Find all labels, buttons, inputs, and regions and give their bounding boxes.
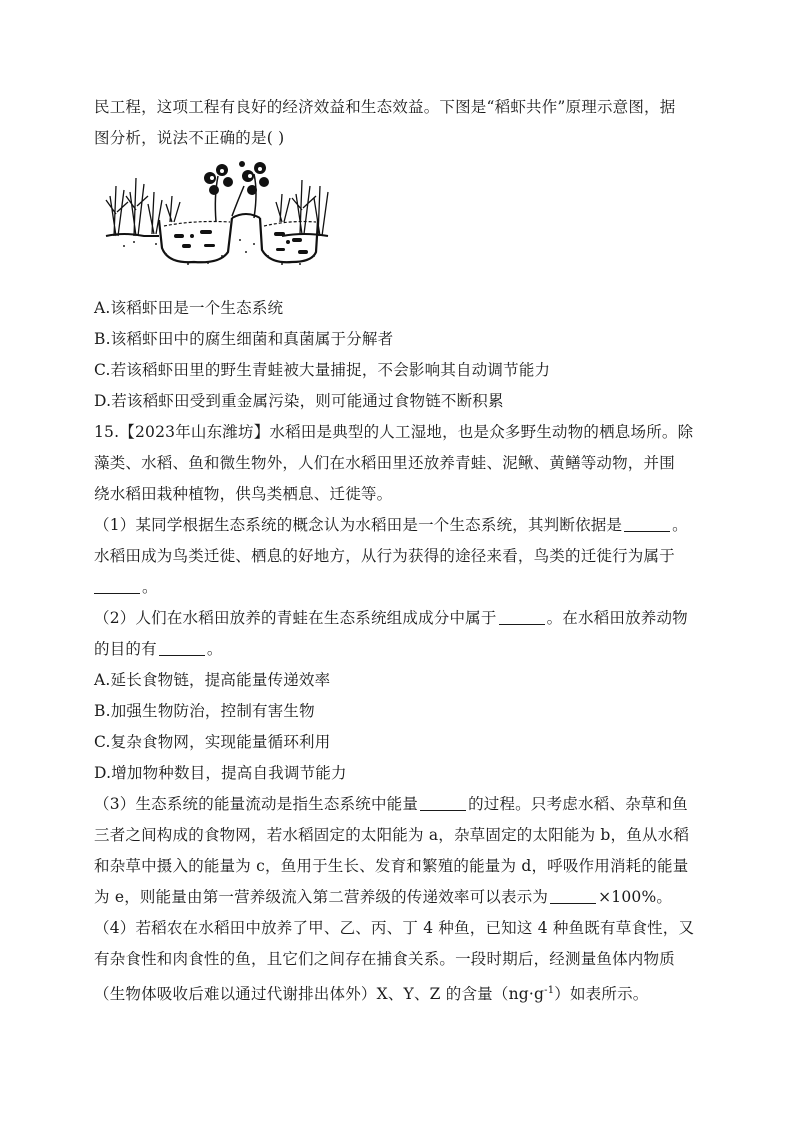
- q15-part2-line-2: [94, 634, 704, 665]
- q15-part4-line-1: （4）若稻农在水稻田中放养了甲、乙、丙、丁 4 种鱼，已知这 4 种鱼既有草食性，又: [94, 919, 695, 937]
- q15-part3-text-4b: ×100%。: [598, 888, 673, 906]
- answer-blank[interactable]: [624, 516, 670, 533]
- q15-part3-line-3: 和杂草中摄入的能量为 c，鱼用于生长、发育和繁殖的能量为 d，呼吸作用消耗的能量: [94, 857, 689, 875]
- q15-part2-option-d: D.增加物种数目，提高自我调节能力: [94, 764, 347, 782]
- q15-part3-line-4: [94, 882, 704, 913]
- q15-part4-text-3b: ）如表所示。: [554, 985, 649, 1003]
- answer-blank[interactable]: [159, 640, 205, 657]
- q15-part1-text-a: （1）某同学根据生态系统的概念认为水稻田是一个生态系统，其判断依据是: [94, 516, 623, 534]
- q15-part2-text-d: 。: [206, 640, 223, 658]
- q15-part2-text-c: 的目的有: [94, 640, 157, 658]
- q15-part2-option-c: C.复杂食物网，实现能量循环利用: [94, 733, 331, 751]
- q15-part2-line-1: [94, 603, 704, 634]
- q15-part3-line-1: [94, 789, 704, 820]
- q15-part1-line-1: [94, 510, 704, 541]
- q15-intro-line-3: 绕水稻田栽种植物，供鸟类栖息、迁徙等。: [94, 485, 393, 503]
- q15-intro-line-2: 藻类、水稻、鱼和微生物外，人们在水稻田里还放养青蛙、泥鳅、黄鳝等动物，并围: [94, 454, 675, 472]
- answer-blank[interactable]: [94, 578, 140, 595]
- q14-option-d: D.若该稻虾田受到重金属污染，则可能通过食物链不断积累: [94, 392, 504, 410]
- rice-shrimp-diagram: [104, 156, 330, 268]
- q15-part1-line-2: 水稻田成为鸟类迁徙、栖息的好地方，从行为获得的途径来看，鸟类的迁徙行为属于: [94, 547, 675, 565]
- q14-stem-line-1: 民工程，这项工程有良好的经济效益和生态效益。下图是“稻虾共作”原理示意图，据: [94, 98, 676, 116]
- q15-part2-option-a: A.延长食物链，提高能量传递效率: [94, 671, 331, 689]
- answer-blank[interactable]: [550, 888, 596, 905]
- unit-superscript: -1: [544, 985, 555, 996]
- q15-part1-line-3: [94, 572, 704, 603]
- q14-option-a: A.该稻虾田是一个生态系统: [94, 299, 284, 317]
- q15-part4-line-2: 有杂食性和肉食性的鱼，且它们之间存在捕食关系。一段时期后，经测量鱼体内物质: [94, 950, 675, 968]
- q15-part4-text-3a: （生物体吸收后难以通过代谢排出体外）X、Y、Z 的含量（ng·g: [94, 985, 545, 1003]
- q15-part2-text-a: （2）人们在水稻田放养的青蛙在生态系统组成成分中属于: [94, 609, 497, 627]
- q15-part3-text-a: （3）生态系统的能量流动是指生态系统中能量: [94, 795, 419, 813]
- answer-blank[interactable]: [499, 609, 545, 626]
- q15-part2-option-b: B.加强生物防治，控制有害生物: [94, 702, 315, 720]
- q15-part3-line-2: 三者之间构成的食物网，若水稻固定的太阳能为 a，杂草固定的太阳能为 b，鱼从水稻: [94, 826, 690, 844]
- q15-part1-text-d: 。: [142, 578, 158, 596]
- q15-part2-text-b: 。在水稻田放养动物: [546, 609, 688, 627]
- answer-blank[interactable]: [420, 795, 466, 812]
- q15-part1-text-b: 。: [672, 516, 688, 534]
- q15-intro-line-1: 15.【2023年山东潍坊】水稻田是典型的人工湿地，也是众多野生动物的栖息场所。除: [94, 423, 694, 441]
- q15-part4-line-3: [94, 975, 704, 1010]
- q15-part3-text-4a: 为 e，则能量由第一营养级流入第二营养级的传递效率可以表示为: [94, 888, 549, 906]
- q14-stem-line-2: 图分析，说法不正确的是( ): [94, 129, 285, 147]
- q14-option-c: C.若该稻虾田里的野生青蛙被大量捕捉，不会影响其自动调节能力: [94, 361, 551, 379]
- q15-part3-text-b: 的过程。只考虑水稻、杂草和鱼: [468, 795, 688, 813]
- q14-option-b: B.该稻虾田中的腐生细菌和真菌属于分解者: [94, 330, 394, 348]
